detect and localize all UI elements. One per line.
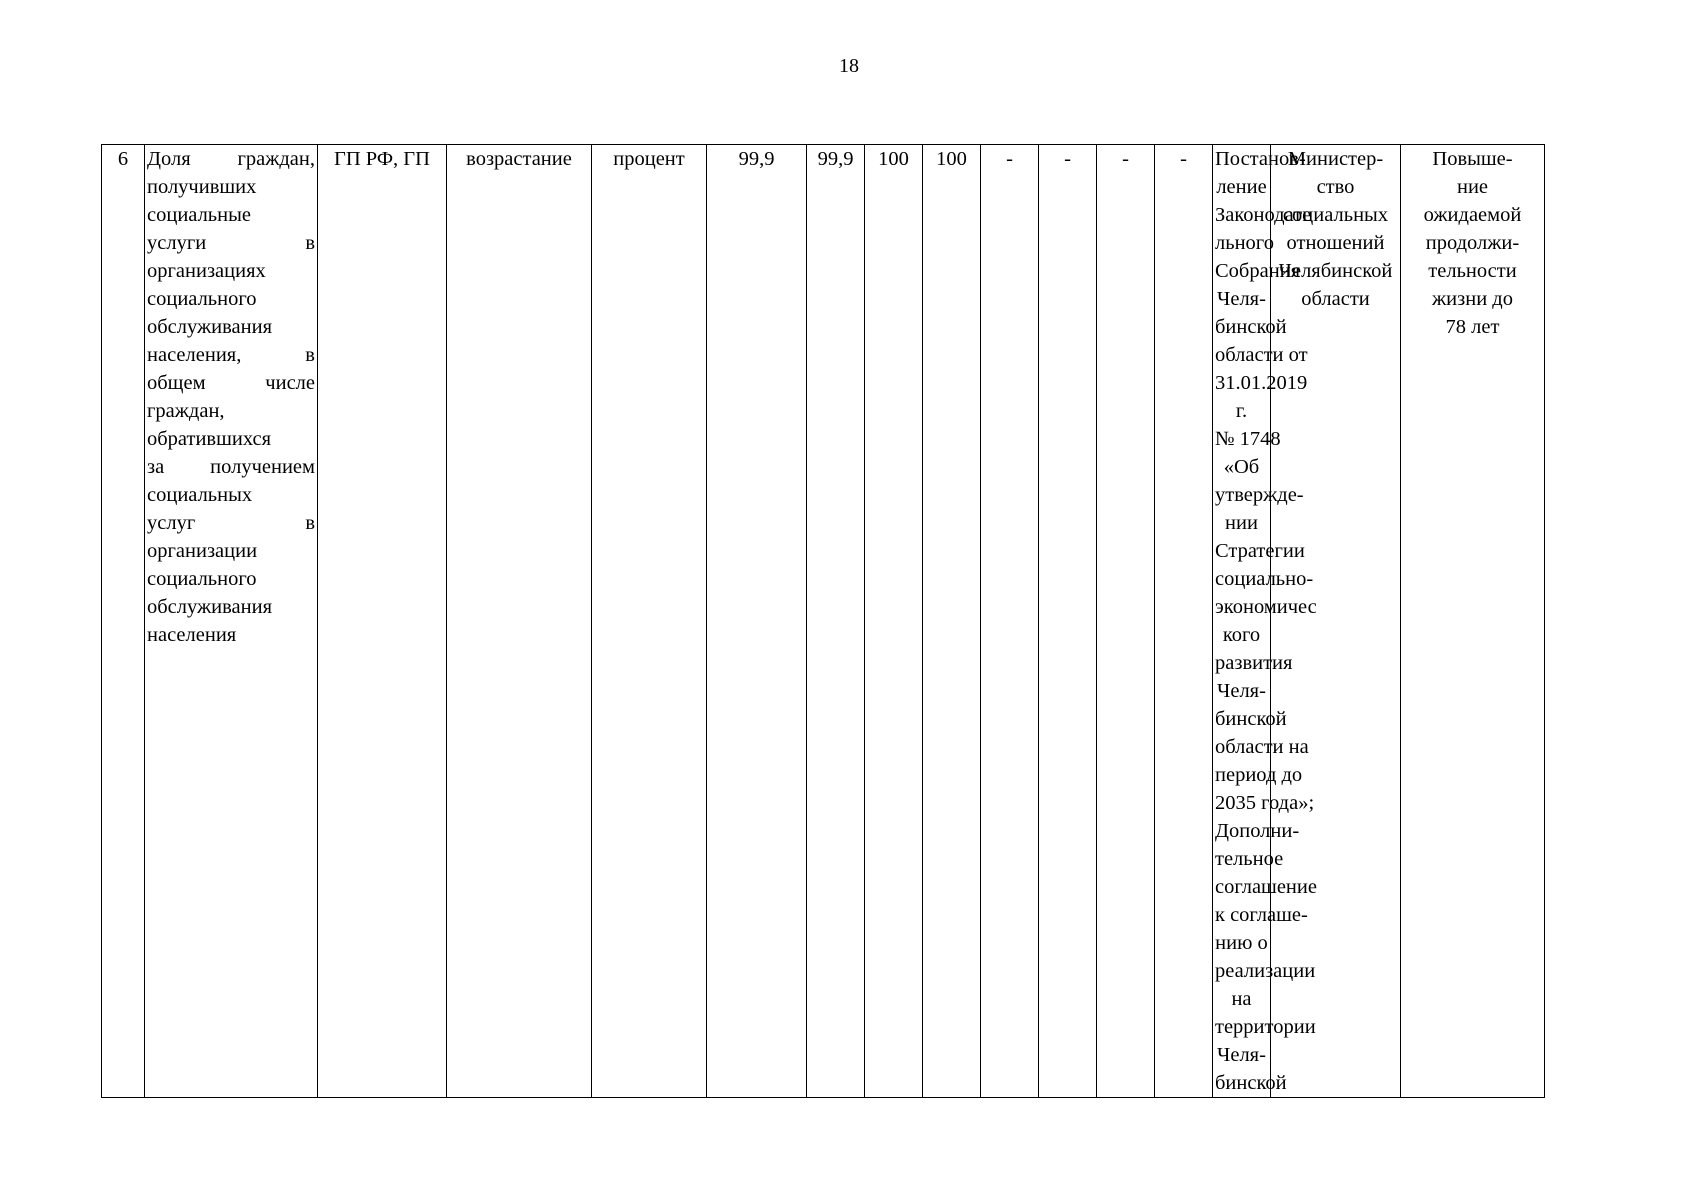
value-cell: -	[1097, 145, 1155, 1098]
indicator-name-line: организациях	[147, 260, 266, 282]
responsible-line: области	[1301, 288, 1370, 310]
goal-line: жизни до	[1432, 288, 1513, 310]
indicator-name-line: социальных	[147, 484, 253, 506]
indicator-name-line: социального	[147, 288, 257, 310]
responsible-cell	[1271, 145, 1401, 1098]
document-basis-line: Законодате	[1215, 204, 1312, 226]
document-basis-line: на	[1231, 988, 1252, 1010]
indicator-name-line: обслуживания	[147, 316, 273, 338]
goal-line: тельности	[1428, 260, 1517, 282]
document-basis-line: Стратегии	[1215, 540, 1305, 562]
document-basis-line: г.	[1235, 400, 1248, 422]
goal-line: продолжи-	[1425, 232, 1520, 254]
indicator-name-line: социальные	[147, 204, 251, 226]
responsible-line: Челябинской	[1278, 260, 1393, 282]
document-basis-line: экономичес	[1215, 596, 1317, 618]
document-basis-line: к соглаше-	[1215, 904, 1308, 926]
indicator-name-line: общем числе	[147, 372, 315, 394]
indicator-name-line: граждан,	[147, 400, 225, 422]
document-basis-line: социально-	[1215, 568, 1314, 590]
value-cell: 99,9	[707, 145, 807, 1098]
document-basis-line: развития	[1215, 652, 1293, 674]
document-basis-line: области от	[1215, 344, 1308, 366]
indicator-name-line: услуги в	[147, 232, 315, 254]
document-basis-line: Челя-	[1217, 288, 1266, 310]
value-cell: 100	[923, 145, 981, 1098]
goal-cell	[1401, 145, 1545, 1098]
responsible-line: социальных	[1282, 204, 1389, 226]
document-basis-line: 2035 года»;	[1215, 792, 1315, 814]
document-basis-line: соглашение	[1215, 876, 1317, 898]
document-basis-cell	[1213, 145, 1317, 1098]
responsible-line: отношений	[1286, 232, 1385, 254]
document-basis-line: 31.01.2019	[1215, 372, 1308, 394]
indicator-name-line: населения, в	[147, 344, 315, 366]
goal-line: ожидаемой	[1423, 204, 1522, 226]
indicator-name-line: организации	[147, 540, 258, 562]
document-basis-line: № 1748	[1215, 428, 1281, 450]
page-number: 18	[839, 55, 859, 77]
document-basis-line: бинской	[1215, 316, 1287, 338]
document-basis-line: территории	[1215, 1016, 1316, 1038]
indicator-name-line: социального	[147, 568, 257, 590]
indicator-name-cell	[145, 145, 318, 1098]
indicator-name-line: обратившихся	[147, 428, 272, 450]
document-basis-line: тельное	[1215, 848, 1284, 870]
document-basis-line: нии	[1225, 512, 1258, 534]
responsible-line: ство	[1316, 176, 1355, 198]
goal-line: Повыше-	[1432, 148, 1513, 170]
document-basis-line: период до	[1215, 764, 1303, 786]
trend-cell: возрастание	[447, 145, 592, 1098]
indicators-table	[101, 144, 1675, 1098]
document-basis-line: «Об	[1223, 456, 1260, 478]
document-basis-line: реализации	[1215, 960, 1316, 982]
goal-line: ние	[1456, 176, 1489, 198]
unit-cell: процент	[592, 145, 707, 1098]
document-basis-line: Челя-	[1217, 1044, 1266, 1066]
source-cell: ГП РФ, ГП	[318, 145, 447, 1098]
document-basis-line: бинской	[1215, 708, 1287, 730]
document-basis-line: Челя-	[1217, 680, 1266, 702]
document-basis-line: нию о	[1215, 932, 1268, 954]
row-number-cell: 6	[102, 145, 145, 1098]
document-basis-line: ление	[1216, 176, 1267, 198]
value-cell: 100	[865, 145, 923, 1098]
value-cell: -	[981, 145, 1039, 1098]
value-cell: 99,9	[807, 145, 865, 1098]
value-cell: -	[1039, 145, 1097, 1098]
document-basis-line: бинской	[1215, 1072, 1287, 1094]
indicator-name-line: услуг в	[147, 512, 315, 534]
document-basis-line: Постанов-	[1215, 148, 1306, 170]
document-basis-line: утвержде-	[1215, 484, 1304, 506]
document-basis-line: льного	[1215, 232, 1274, 254]
document-basis-line: области на	[1215, 736, 1309, 758]
goal-line: 78 лет	[1445, 316, 1500, 338]
document-basis-line: кого	[1222, 624, 1261, 646]
indicator-name-line: обслуживания	[147, 596, 273, 618]
value-cell: -	[1155, 145, 1213, 1098]
indicator-name-line: Доля граждан,	[147, 148, 315, 170]
table-row	[102, 145, 1675, 1098]
indicator-name-line: получивших	[147, 176, 257, 198]
indicator-name-line: за получением	[147, 456, 315, 478]
responsible-line: Министер-	[1287, 148, 1384, 170]
document-basis-line: Собрания	[1215, 260, 1301, 282]
document-basis-line: Дополни-	[1215, 820, 1300, 842]
indicator-name-line: населения	[147, 624, 237, 646]
